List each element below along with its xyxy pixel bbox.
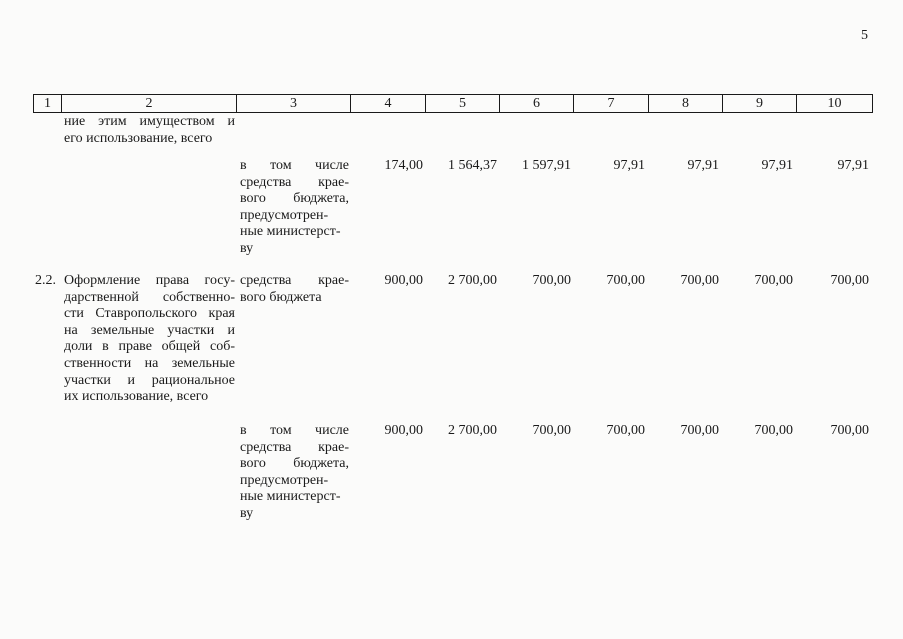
column-number: 8: [649, 95, 723, 113]
row-source: средства крае- вого бюджета: [240, 273, 349, 305]
value-col-8: 700,00: [680, 423, 719, 438]
value-col-7: 97,91: [613, 158, 645, 173]
column-number: 9: [723, 95, 797, 113]
value-col-5: 2 700,00: [448, 423, 497, 438]
value-col-10: 97,91: [837, 158, 869, 173]
value-col-4: 900,00: [384, 273, 423, 288]
value-col-10: 700,00: [830, 273, 869, 288]
value-col-7: 700,00: [606, 273, 645, 288]
column-number: 3: [237, 95, 351, 113]
value-col-5: 2 700,00: [448, 273, 497, 288]
value-col-4: 174,00: [384, 158, 423, 173]
column-number: 7: [574, 95, 649, 113]
value-col-8: 700,00: [680, 273, 719, 288]
column-number: 4: [351, 95, 426, 113]
row-source: в том числе средства крае- вого бюджета, предусмотрен- ные министерст- ву: [240, 158, 349, 256]
column-number: 2: [62, 95, 237, 113]
row-name: Оформление права госу- дарственной собственно- сти Ставропольского края на земельные участки и доли в праве общей соб- ственности на земельные участки и рациональное их использование, всего: [64, 273, 235, 405]
value-col-7: 700,00: [606, 423, 645, 438]
page-number: 5: [861, 28, 868, 43]
column-number: 1: [34, 95, 62, 113]
value-col-8: 97,91: [687, 158, 719, 173]
value-col-5: 1 564,37: [448, 158, 497, 173]
value-col-4: 900,00: [384, 423, 423, 438]
row-source: в том числе средства крае- вого бюджета, предусмотрен- ные министерст- ву: [240, 423, 349, 521]
row-number: 2.2.: [35, 273, 56, 288]
row-name: ние этим имуществом и: [64, 114, 235, 129]
row-name-last-line: его использование, всего: [64, 130, 213, 146]
column-number: 6: [500, 95, 574, 113]
value-col-6: 1 597,91: [522, 158, 571, 173]
value-col-6: 700,00: [532, 273, 571, 288]
column-number: 5: [426, 95, 500, 113]
value-col-9: 97,91: [761, 158, 793, 173]
column-header-row: [33, 94, 873, 113]
value-col-10: 700,00: [830, 423, 869, 438]
column-number: 10: [797, 95, 873, 113]
value-col-6: 700,00: [532, 423, 571, 438]
value-col-9: 700,00: [754, 273, 793, 288]
value-col-9: 700,00: [754, 423, 793, 438]
